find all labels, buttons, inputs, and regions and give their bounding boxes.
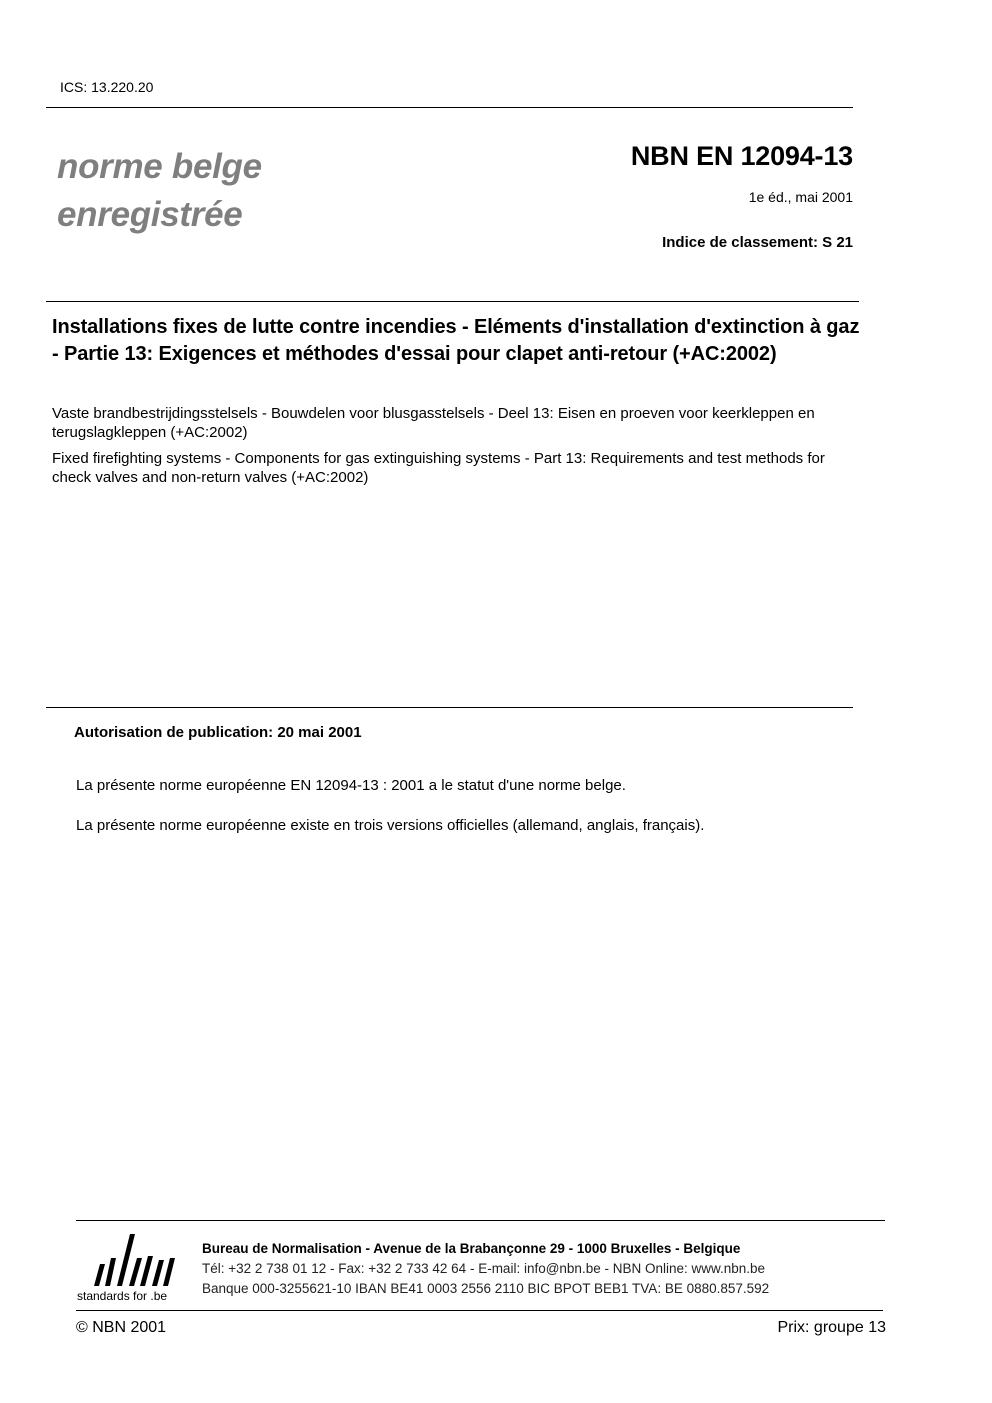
footer-bottom-rule bbox=[76, 1310, 883, 1311]
title-french: Installations fixes de lutte contre incendies - Eléments d'installation d'extinction à gaz - Partie 13: Exigences et méthodes d'essai pour clapet anti-retour (+AC:2002) bbox=[52, 316, 860, 365]
price-group: Prix: groupe 13 bbox=[777, 1319, 886, 1336]
top-rule bbox=[46, 107, 853, 108]
status-paragraph: La présente norme européenne EN 12094-13 : 2001 a le statut d'une norme belge. bbox=[76, 777, 626, 794]
footer-contact: Tél: +32 2 738 01 12 - Fax: +32 2 733 42 64 - E-mail: info@nbn.be - NBN Online: www.nbn.be bbox=[202, 1261, 766, 1276]
footer-bank: Banque 000-3255621-10 IBAN BE41 0003 2556 2110 BIC BPOT BEB1 TVA: BE 0880.857.592 bbox=[202, 1281, 770, 1296]
classification-index: Indice de classement: S 21 bbox=[662, 234, 853, 251]
footer-address: Bureau de Normalisation - Avenue de la Brabançonne 29 - 1000 Bruxelles - Belgique bbox=[202, 1241, 741, 1256]
footer-top-rule bbox=[76, 1220, 885, 1221]
title-dutch: Vaste brandbestrijdingsstelsels - Bouwdelen voor blusgasstelsels - Deel 13: Eisen en proeven voor keerkleppen en terugslagkleppen (+AC:2002) bbox=[52, 405, 815, 441]
brand-line-2: enregistrée bbox=[57, 195, 243, 234]
title-rule bbox=[46, 301, 859, 302]
brand-title bbox=[57, 143, 262, 239]
versions-paragraph: La présente norme européenne existe en trois versions officielles (allemand, anglais, français). bbox=[76, 817, 705, 834]
edition: 1e éd., mai 2001 bbox=[748, 189, 853, 205]
copyright: © NBN 2001 bbox=[76, 1319, 167, 1336]
logo-tagline: standards for .be bbox=[77, 1289, 168, 1303]
ics-code: ICS: 13.220.20 bbox=[60, 79, 154, 95]
standard-number: NBN EN 12094-13 bbox=[630, 141, 853, 171]
brand-line-1: norme belge bbox=[57, 147, 262, 186]
title-english: Fixed firefighting systems - Components for gas extinguishing systems - Part 13: Requirements and test methods for check valves and non-return valves (+AC:2002) bbox=[52, 450, 825, 486]
publication-authorisation: Autorisation de publication: 20 mai 2001 bbox=[74, 724, 362, 741]
body-rule bbox=[46, 707, 853, 708]
